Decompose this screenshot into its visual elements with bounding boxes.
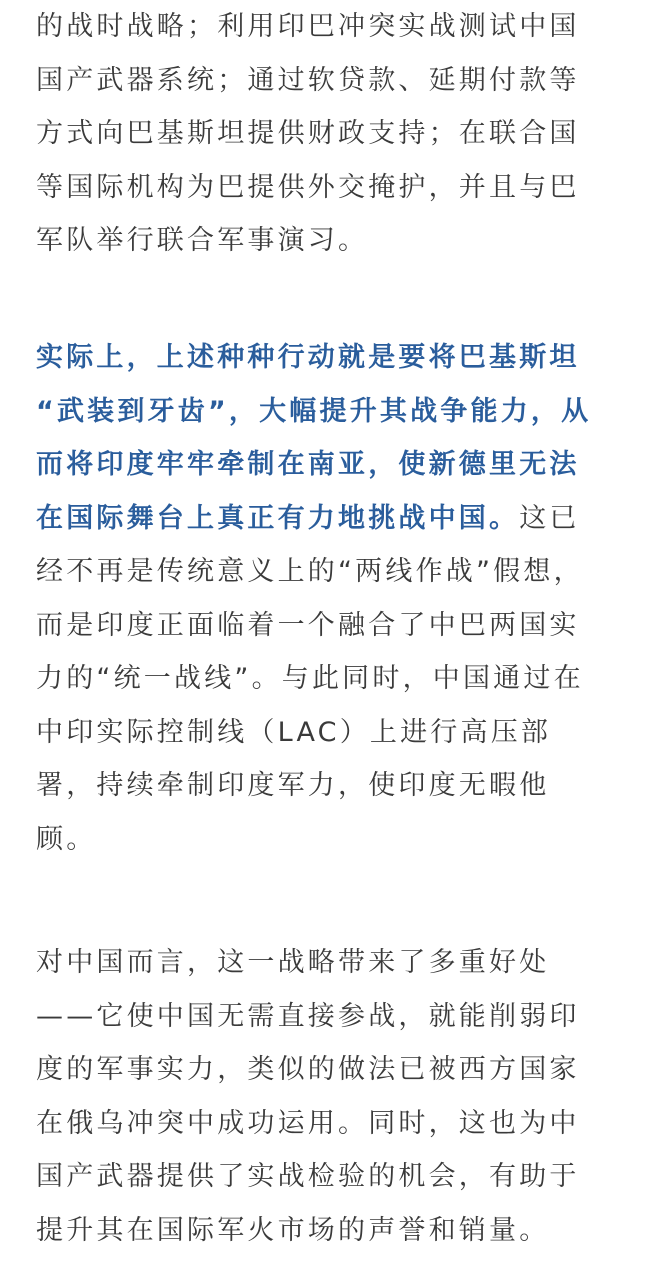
body-text: 而是印度正面临着一个融合了中巴两国实 [36, 609, 580, 641]
body-text: 在俄乌冲突中成功运用。同时，这也为中 [36, 1107, 580, 1139]
body-text: 经不再是传统意义上的“两线作战”假想， [36, 556, 584, 587]
text-line [36, 545, 584, 599]
text-line [36, 0, 580, 54]
body-text: 提升其在国际军火市场的声誉和销量。 [36, 1214, 550, 1246]
text-line [36, 936, 549, 990]
text-line [36, 990, 580, 1044]
text-line [36, 759, 549, 813]
highlighted-text: 在国际舞台上真正有力地挑战中国。 [36, 502, 520, 534]
body-text: 的战时战略；利用印巴冲突实战测试中国 [36, 11, 580, 42]
text-line [36, 813, 96, 867]
body-text: 力的“统一战线”。与此同时，中国通过在 [36, 663, 584, 694]
highlighted-text: “武装到牙齿”，大幅提升其战争能力，从 [36, 395, 592, 427]
body-text: 国产武器提供了实战检验的机会，有助于 [36, 1161, 580, 1192]
text-line [36, 492, 580, 546]
text-line [36, 1043, 580, 1097]
text-line [36, 438, 580, 492]
body-text: 署，持续牵制印度军力，使印度无暇他 [36, 770, 550, 801]
text-line [36, 214, 368, 268]
body-text: 对中国而言，这一战略带来了多重好处 [36, 947, 550, 978]
text-line [36, 1097, 580, 1151]
text-line [36, 161, 580, 215]
body-text: 国产武器系统；通过软贷款、延期付款等 [36, 64, 580, 96]
text-line [36, 331, 580, 385]
body-text: 中印实际控制线（LAC）上进行高压部 [36, 716, 552, 748]
text-line [36, 54, 580, 108]
body-text: 军队举行联合军事演习。 [36, 225, 369, 256]
text-line [36, 652, 584, 706]
body-text: 度的军事实力，类似的做法已被西方国家 [36, 1054, 580, 1085]
text-line [36, 107, 580, 161]
text-line [36, 706, 551, 760]
body-text: 方式向巴基斯坦提供财政支持；在联合国 [36, 118, 580, 149]
body-text: ——它使中国无需直接参战，就能削弱印 [36, 1000, 580, 1032]
text-line [36, 1204, 549, 1258]
body-text: 等国际机构为巴提供外交掩护，并且与巴 [36, 171, 580, 203]
highlighted-text: 实际上，上述种种行动就是要将巴基斯坦 [36, 342, 580, 373]
text-line [36, 599, 580, 653]
highlighted-text: 而将印度牢牢牵制在南亚，使新德里无法 [36, 449, 580, 480]
body-text: 顾。 [36, 823, 97, 855]
text-line [36, 1150, 580, 1204]
text-line [36, 385, 591, 439]
body-text: 这已 [519, 502, 580, 534]
